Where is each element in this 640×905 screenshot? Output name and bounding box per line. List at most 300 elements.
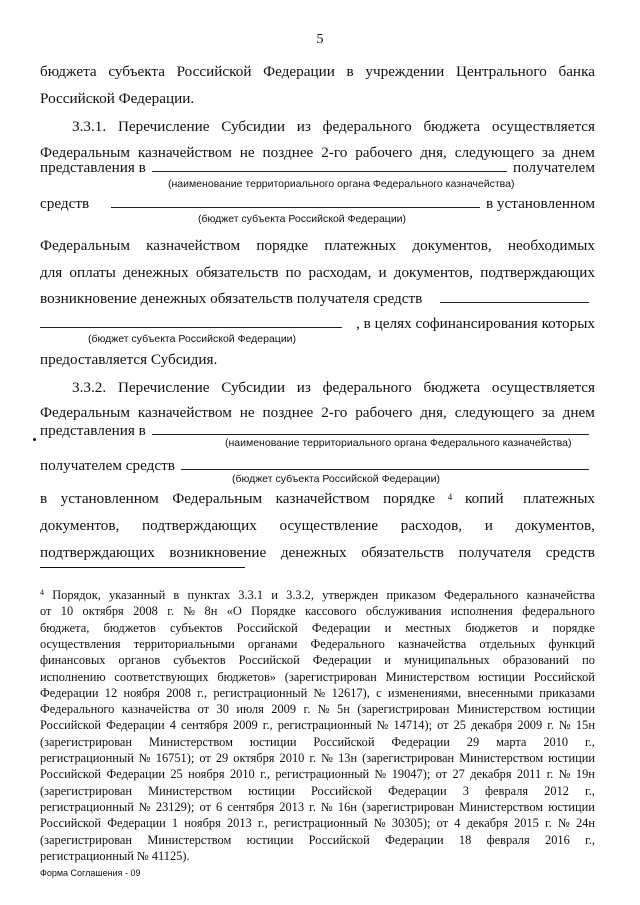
scan-mark <box>33 438 36 441</box>
word: 2012 <box>544 783 569 798</box>
word: органами <box>247 636 298 651</box>
footnote-line <box>40 701 595 717</box>
word: Федерации <box>311 620 371 635</box>
word: учреждении <box>365 63 445 80</box>
word: Российской <box>313 734 375 749</box>
page-number: 5 <box>316 32 324 47</box>
word: регистрационный <box>273 816 368 831</box>
word: Российской <box>236 620 298 635</box>
word: бюджета, <box>40 620 90 635</box>
word: казначейством <box>137 144 232 161</box>
body-line: Российской Федерации. <box>40 90 195 107</box>
word: г. <box>546 767 554 782</box>
field-caption: (бюджет субъекта Российской Федерации) <box>232 473 441 485</box>
word: ноября <box>184 816 221 831</box>
footnote-separator <box>40 567 245 568</box>
word: утвержден <box>322 588 379 602</box>
word: 5н <box>337 702 350 717</box>
word: юстиции <box>248 783 295 798</box>
word: февраля <box>485 783 529 798</box>
word: регистрационный <box>213 685 308 700</box>
line-head: возникновение денежных обязательств получателя средств <box>40 290 423 307</box>
word: 6 <box>215 799 223 814</box>
word: 8н <box>204 604 218 619</box>
word: субъекта <box>108 63 165 80</box>
word: Министерством <box>459 799 544 814</box>
word: № <box>321 751 334 765</box>
word: приказами <box>539 685 595 700</box>
body-line <box>40 517 595 535</box>
word: от <box>436 816 449 831</box>
word: г. <box>309 799 316 814</box>
word: казначейства <box>397 636 467 651</box>
body-line-with-footnote-ref <box>40 490 595 508</box>
word: 10 <box>60 604 74 619</box>
footnote-line <box>40 636 595 652</box>
word: г., <box>257 816 268 831</box>
word: (зарегистрирован <box>357 702 450 717</box>
word: 30305); <box>391 816 431 831</box>
word: от <box>197 702 210 717</box>
word: и <box>384 620 392 635</box>
word: г., <box>260 767 270 782</box>
word: № <box>138 799 151 814</box>
footnote-line <box>40 620 595 636</box>
word: Федеральным <box>40 237 130 254</box>
word: от <box>199 799 211 814</box>
word: не <box>239 404 255 421</box>
word: Федерации <box>388 783 447 798</box>
word: Российской <box>40 816 102 831</box>
word: Российской <box>40 767 102 782</box>
word: обслуживания <box>365 604 442 619</box>
footnote-line <box>40 815 595 831</box>
fill-line-budget <box>40 195 595 213</box>
word: банка <box>558 63 595 80</box>
line-tail: в установленном <box>485 195 595 212</box>
word: 3.3.2. <box>72 379 107 396</box>
blank-field[interactable] <box>152 422 589 435</box>
word: Субсидии <box>221 118 285 135</box>
word: 2015 <box>514 816 539 831</box>
blank-field[interactable] <box>111 195 480 208</box>
word: документов, <box>515 517 595 534</box>
footnote-line <box>40 685 595 701</box>
word: Федеральным <box>40 404 130 421</box>
word: подтверждающих <box>142 517 257 534</box>
fill-line-recipient <box>40 290 595 308</box>
word: бюджетов <box>103 620 156 635</box>
word: Федерации <box>385 832 444 847</box>
word: бюджетов» <box>217 669 276 684</box>
word: 2009 <box>517 718 543 733</box>
word: Российской <box>310 783 373 798</box>
word: органов <box>118 653 161 668</box>
footnote-reference[interactable]: 4 <box>447 492 453 502</box>
word: г. <box>167 604 174 619</box>
word: № <box>183 604 196 619</box>
word: денежных <box>122 264 189 281</box>
word: Российской <box>533 669 595 684</box>
word: и <box>384 653 391 668</box>
word: функций <box>548 636 595 651</box>
word: федерального <box>522 604 595 619</box>
field-caption: (наименование территориального органа Федерального казначейства) <box>225 437 572 449</box>
word: и <box>531 620 539 635</box>
word: порядке <box>383 490 435 507</box>
word: № <box>559 718 571 733</box>
fill-line-territorial-body <box>40 159 595 177</box>
word: 24н <box>575 816 595 831</box>
word: позднее <box>262 144 314 161</box>
blank-field[interactable] <box>152 159 507 172</box>
footnote-line <box>40 750 595 766</box>
word: обязательств <box>361 544 444 561</box>
word: казначейства <box>526 588 595 602</box>
word: 2011 <box>516 767 542 782</box>
word: 18 <box>458 832 472 847</box>
word: декабря <box>466 816 508 831</box>
word-group <box>40 490 435 508</box>
word: № <box>317 702 330 717</box>
word: и <box>378 264 387 281</box>
word: местных <box>405 620 452 635</box>
body-line: предоставляется Субсидия. <box>40 351 218 368</box>
footnote-line <box>40 783 595 799</box>
field-caption: (наименование территориального органа Федерального казначейства) <box>168 178 515 190</box>
word: 2009 <box>232 718 258 733</box>
word: субъектов <box>170 620 223 635</box>
blank-field[interactable] <box>440 290 589 303</box>
footnote-line <box>40 717 595 733</box>
word: 2010 <box>229 767 255 782</box>
word: указанный <box>109 588 166 602</box>
word: Федеральным <box>40 144 130 161</box>
word: для <box>40 264 63 281</box>
footnote-line <box>40 734 595 750</box>
word: сентября <box>180 718 228 733</box>
word: 13н <box>338 751 358 765</box>
word: № <box>138 751 151 765</box>
word: бюджета <box>423 118 481 135</box>
word: Федерации <box>107 816 166 831</box>
word: пунктах <box>187 588 231 602</box>
word: Федерального <box>310 636 385 651</box>
word: Перечисление <box>117 118 210 135</box>
word: от <box>437 718 449 733</box>
footnote-line: регистрационный № 41125). <box>40 848 190 863</box>
word: установленном <box>60 490 159 507</box>
word: Федерального <box>444 588 519 602</box>
word: 2013 <box>279 799 305 814</box>
word: расходов, <box>400 517 463 534</box>
word: исполнения <box>450 604 513 619</box>
word: г., <box>585 783 595 798</box>
word: (зарегистрирован <box>40 783 133 798</box>
word: 2008 <box>133 604 158 619</box>
word: документов, <box>412 237 492 254</box>
word: обязательств <box>195 264 279 281</box>
word: образований <box>502 653 570 668</box>
body-line <box>40 404 595 422</box>
footnote-line <box>40 669 595 685</box>
word: 4 <box>454 816 461 831</box>
word: сентября <box>227 799 275 814</box>
form-footer: Форма Соглашения - 09 <box>40 868 141 878</box>
word: регистрационный <box>40 799 134 814</box>
footnote-line <box>40 603 595 619</box>
word: документов, <box>393 264 474 281</box>
word: 29 <box>215 751 229 765</box>
word: Федеральным <box>172 490 263 507</box>
footnote-line <box>40 832 595 848</box>
blank-field[interactable] <box>181 457 589 470</box>
word: получателя <box>458 544 532 561</box>
word: отдельных <box>479 636 536 651</box>
word: платежных <box>324 237 397 254</box>
word: 2016 <box>545 832 570 847</box>
word: внесенными <box>467 685 533 700</box>
word: кассового <box>305 604 357 619</box>
word: 3.3.2, <box>286 588 314 602</box>
word: дня, <box>420 404 447 421</box>
word: подтверждающих <box>40 544 155 561</box>
word: Министерством <box>148 734 233 749</box>
word: ноября <box>188 767 225 782</box>
word: 2009 <box>271 702 297 717</box>
word: субъектов <box>173 653 226 668</box>
word-group <box>465 490 595 508</box>
footnote-line <box>40 799 595 815</box>
word: соответствующих <box>114 669 209 684</box>
word: 12 <box>104 685 118 700</box>
clause-3-3-1-heading <box>72 118 595 136</box>
word: Федерального <box>40 702 115 717</box>
word: № <box>321 799 333 814</box>
word: необходимых <box>507 237 595 254</box>
word: 2010 <box>279 751 305 765</box>
word: регистрационный <box>277 718 372 733</box>
word: Российской <box>40 718 102 733</box>
word: казначейством <box>137 404 232 421</box>
word: 19н <box>575 767 595 782</box>
word: г. <box>303 702 311 717</box>
word: документов, <box>40 517 120 534</box>
word: от <box>199 751 211 765</box>
word: Министерством <box>459 751 544 765</box>
word: подтверждающих <box>480 264 595 281</box>
line-tail: , в целях софинансирования которых <box>356 315 595 332</box>
word: (зарегистрирован <box>284 669 377 684</box>
word: юстиции <box>548 702 595 717</box>
line-tail: получателем <box>513 159 595 176</box>
word: Федерации <box>40 685 99 700</box>
word: 2010 <box>543 734 569 749</box>
word: октября <box>82 604 124 619</box>
word: 3.3.1 <box>238 588 264 602</box>
word: осуществления <box>40 636 121 651</box>
word: Министерством <box>385 669 470 684</box>
word: следующего <box>454 404 535 421</box>
word: казначейства <box>121 702 191 717</box>
word: платежных <box>523 490 595 507</box>
word: по <box>582 653 595 668</box>
word: 3.3.1. <box>72 118 107 135</box>
fill-line-cofinancing <box>40 315 595 333</box>
word: 14714); <box>393 718 433 733</box>
word: (зарегистрирован <box>362 751 455 765</box>
word: 16751); <box>155 751 195 765</box>
word: февраля <box>486 832 530 847</box>
word: юстиции <box>478 669 526 684</box>
word: юстиции <box>548 751 595 765</box>
word: регистрационный <box>275 767 370 782</box>
word: территориальными <box>133 636 235 651</box>
word: муниципальных <box>403 653 490 668</box>
word: октября <box>233 751 275 765</box>
body-line <box>40 237 595 255</box>
word: 2013 <box>226 816 252 831</box>
word: марта <box>496 734 527 749</box>
word: 2008 <box>166 685 191 700</box>
word: 2-го <box>321 144 348 161</box>
word: дня, <box>420 144 447 161</box>
body-line <box>40 264 595 282</box>
word: 15н <box>575 718 595 733</box>
word: порядке <box>256 237 309 254</box>
word: днем <box>562 144 595 161</box>
word: изменениями, <box>387 685 462 700</box>
word: бюджета <box>423 379 481 396</box>
footnote-line <box>40 766 595 782</box>
word: в <box>40 490 48 507</box>
word: позднее <box>262 404 314 421</box>
word: не <box>239 144 255 161</box>
word: 3 <box>462 783 469 798</box>
word: Министерством <box>456 702 541 717</box>
word: расходам, <box>308 264 372 281</box>
word: юстиции <box>548 799 595 814</box>
word: с <box>376 685 382 700</box>
word: Порядке <box>251 604 296 619</box>
word: г., <box>262 718 273 733</box>
word: денежных <box>280 544 347 561</box>
word: в <box>346 63 354 80</box>
word: Российской <box>176 63 252 80</box>
word: (зарегистрирован <box>40 832 133 847</box>
word: порядке <box>552 620 595 635</box>
word: Федерации <box>263 63 335 80</box>
line-head: получателем средств <box>40 457 175 474</box>
word: (зарегистрирован <box>40 734 133 749</box>
word: № <box>373 816 386 831</box>
footnote-marker: 4 <box>40 588 44 597</box>
word: копий <box>465 490 504 507</box>
word: 30 <box>216 702 229 717</box>
word: 19047); <box>391 767 431 782</box>
word: Федерации <box>106 718 165 733</box>
word: юстиции <box>249 734 297 749</box>
word: Федерации <box>106 767 165 782</box>
word: г., <box>585 734 595 749</box>
word: рабочего <box>355 404 413 421</box>
word: (зарегистрирован <box>362 799 455 814</box>
word: 23129); <box>155 799 195 814</box>
word: бюджетов <box>465 620 518 635</box>
field-caption: (бюджет субъекта Российской Федерации) <box>88 333 297 345</box>
word: ноября <box>123 685 160 700</box>
clause-3-3-2-heading <box>72 379 595 397</box>
word: г., <box>197 685 208 700</box>
word: № <box>376 718 389 733</box>
footnote-line <box>40 587 595 603</box>
word: 12617), <box>331 685 370 700</box>
word: оплаты <box>69 264 116 281</box>
word: возникновение <box>169 544 267 561</box>
word: г., <box>585 832 595 847</box>
word: от <box>40 604 52 619</box>
word: 29 <box>466 734 480 749</box>
word: федерального <box>322 379 412 396</box>
word: декабря <box>471 718 513 733</box>
word: Министерством <box>148 783 233 798</box>
word: за <box>542 404 555 421</box>
word: № <box>558 767 571 782</box>
footnote-line <box>40 652 595 668</box>
word: регистрационный <box>40 751 134 765</box>
word: Порядок, <box>52 588 101 602</box>
line-head: средств <box>40 195 90 212</box>
word: «О <box>226 604 242 619</box>
blank-field[interactable] <box>40 315 342 328</box>
field-caption: (бюджет субъекта Российской Федерации) <box>198 213 407 225</box>
line-head: представления в <box>40 159 146 176</box>
line-head: представления в <box>40 422 146 439</box>
word: исполнению <box>40 669 106 684</box>
word: Федерации <box>391 734 450 749</box>
word: 4 <box>169 718 176 733</box>
word: и <box>271 588 278 602</box>
word: бюджета <box>40 63 97 80</box>
word: в <box>173 588 180 602</box>
word: г. <box>547 718 554 733</box>
word: рабочего <box>355 144 413 161</box>
word: г. <box>545 816 552 831</box>
word: № <box>313 685 326 700</box>
word: из <box>296 118 311 135</box>
word: декабря <box>470 767 512 782</box>
word: 2-го <box>321 404 348 421</box>
word: Министерством <box>147 832 232 847</box>
word: приказом <box>386 588 436 602</box>
word: казначейством <box>146 237 241 254</box>
word: юстиции <box>246 832 294 847</box>
word: Субсидии <box>221 379 285 396</box>
word: из <box>296 379 311 396</box>
word: осуществление <box>279 517 379 534</box>
word: финансовых <box>40 653 106 668</box>
word: средств <box>545 544 595 561</box>
word: днем <box>562 404 595 421</box>
word: 16н <box>337 799 357 814</box>
word: осуществляется <box>491 118 595 135</box>
word: 1 <box>171 816 179 831</box>
word: за <box>542 144 555 161</box>
word: Перечисление <box>117 379 210 396</box>
word: 25 <box>170 767 183 782</box>
word: Российской <box>308 832 370 847</box>
word: федерального <box>322 118 412 135</box>
